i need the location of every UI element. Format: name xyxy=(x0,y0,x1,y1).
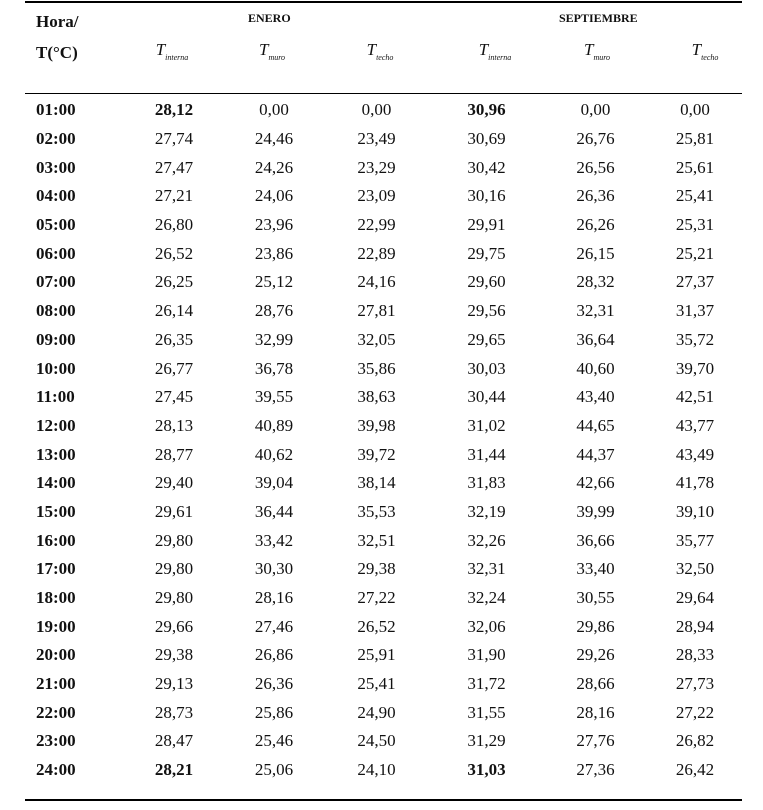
value-cell: 25,86 xyxy=(254,702,294,722)
value-cell: 35,77 xyxy=(675,530,715,550)
value-cell: 36,78 xyxy=(254,358,294,378)
value-cell: 24,50 xyxy=(357,731,396,751)
value-cell: 39,98 xyxy=(357,415,396,435)
value-cell: 27,76 xyxy=(576,731,615,751)
bottom-rule xyxy=(25,799,742,801)
value-cell: 28,13 xyxy=(154,415,194,435)
value-cell: 29,38 xyxy=(154,645,194,665)
value-cell: 26,15 xyxy=(576,243,615,263)
value-cell: 27,22 xyxy=(357,588,396,608)
hora-cell: 02:00 xyxy=(36,129,76,149)
value-cell: 41,78 xyxy=(675,473,715,493)
table-row xyxy=(25,641,742,670)
value-cell: 25,46 xyxy=(254,731,294,751)
table-row xyxy=(25,182,742,211)
col-subscript: interna xyxy=(488,53,512,62)
value-cell: 32,50 xyxy=(675,559,715,579)
group-header-enero: ENERO xyxy=(248,11,291,25)
hora-cell: 15:00 xyxy=(36,501,76,521)
value-cell: 0,00 xyxy=(259,100,289,120)
hora-cell: 12:00 xyxy=(36,415,76,435)
value-cell: 29,40 xyxy=(154,473,194,493)
value-cell: 42,66 xyxy=(576,473,615,493)
value-cell: 28,94 xyxy=(675,616,715,636)
table-row xyxy=(25,727,742,756)
table-row xyxy=(25,268,742,297)
col-symbol: T xyxy=(478,40,489,59)
hora-cell: 06:00 xyxy=(36,243,76,263)
table-row xyxy=(25,670,742,699)
table-row xyxy=(25,125,742,154)
value-cell: 22,99 xyxy=(357,215,396,235)
value-cell: 44,37 xyxy=(576,444,615,464)
table-row xyxy=(25,584,742,613)
value-cell: 44,65 xyxy=(576,415,615,435)
value-cell: 28,73 xyxy=(154,702,194,722)
value-cell: 26,82 xyxy=(675,731,715,751)
value-cell: 40,60 xyxy=(576,358,615,378)
group-header-septiembre: SEPTIEMBRE xyxy=(559,11,638,25)
value-cell: 32,05 xyxy=(357,329,396,349)
value-cell: 30,55 xyxy=(576,588,615,608)
value-cell: 24,06 xyxy=(254,186,294,206)
value-cell: 31,72 xyxy=(467,674,506,694)
value-cell: 28,76 xyxy=(254,301,294,321)
value-cell: 26,42 xyxy=(675,760,715,780)
value-cell: 31,02 xyxy=(467,415,506,435)
value-cell: 39,10 xyxy=(675,501,715,521)
value-cell: 25,12 xyxy=(254,272,294,292)
value-cell: 32,51 xyxy=(357,530,396,550)
hora-cell: 17:00 xyxy=(36,559,76,579)
table-row xyxy=(25,698,742,727)
value-cell: 24,90 xyxy=(357,702,396,722)
hora-header-line1: Hora/ xyxy=(36,12,79,31)
table-row xyxy=(25,555,742,584)
top-rule xyxy=(25,1,742,3)
value-cell: 25,21 xyxy=(675,243,715,263)
value-cell: 36,64 xyxy=(576,329,615,349)
hora-cell: 01:00 xyxy=(36,100,76,120)
value-cell: 27,47 xyxy=(154,157,194,177)
value-cell: 35,72 xyxy=(675,329,715,349)
value-cell: 32,99 xyxy=(254,329,294,349)
table-row xyxy=(25,469,742,498)
value-cell: 28,32 xyxy=(576,272,615,292)
value-cell: 30,16 xyxy=(467,186,506,206)
value-cell: 32,31 xyxy=(467,559,506,579)
value-cell: 29,65 xyxy=(467,329,506,349)
value-cell: 35,53 xyxy=(357,501,396,521)
table-row xyxy=(25,756,742,785)
value-cell: 28,12 xyxy=(154,100,194,120)
value-cell: 25,41 xyxy=(357,674,396,694)
value-cell: 27,36 xyxy=(576,760,615,780)
value-cell: 31,37 xyxy=(675,301,715,321)
table-row xyxy=(25,211,742,240)
value-cell: 25,31 xyxy=(675,215,715,235)
hora-cell: 04:00 xyxy=(36,186,76,206)
table-row xyxy=(25,612,742,641)
table-row xyxy=(25,239,742,268)
value-cell: 28,21 xyxy=(154,760,194,780)
value-cell: 39,55 xyxy=(254,387,294,407)
value-cell: 25,81 xyxy=(675,129,715,149)
value-cell: 29,60 xyxy=(467,272,506,292)
hora-cell: 03:00 xyxy=(36,157,76,177)
value-cell: 23,09 xyxy=(357,186,396,206)
hora-cell: 09:00 xyxy=(36,329,76,349)
value-cell: 26,76 xyxy=(576,129,615,149)
value-cell: 31,29 xyxy=(467,731,506,751)
value-cell: 27,21 xyxy=(154,186,194,206)
col-symbol: T xyxy=(691,40,702,59)
hora-cell: 21:00 xyxy=(36,674,76,694)
hora-cell: 14:00 xyxy=(36,473,76,493)
value-cell: 38,14 xyxy=(357,473,396,493)
col-subscript: techo xyxy=(376,53,394,62)
value-cell: 30,96 xyxy=(467,100,506,120)
value-cell: 26,26 xyxy=(576,215,615,235)
col-subscript: techo xyxy=(701,53,719,62)
value-cell: 35,86 xyxy=(357,358,396,378)
value-cell: 24,16 xyxy=(357,272,396,292)
value-cell: 28,16 xyxy=(576,702,615,722)
value-cell: 30,69 xyxy=(467,129,506,149)
table-row xyxy=(25,153,742,182)
value-cell: 36,66 xyxy=(576,530,615,550)
value-cell: 32,26 xyxy=(467,530,506,550)
col-header-enero-techo xyxy=(330,40,430,60)
value-cell: 27,81 xyxy=(357,301,396,321)
table-row xyxy=(25,326,742,355)
col-header-sept-interna xyxy=(445,40,545,60)
col-header-enero-muro xyxy=(222,40,322,60)
value-cell: 25,61 xyxy=(675,157,715,177)
hora-cell: 16:00 xyxy=(36,530,76,550)
value-cell: 29,13 xyxy=(154,674,194,694)
value-cell: 26,35 xyxy=(154,329,194,349)
value-cell: 40,62 xyxy=(254,444,294,464)
col-header-sept-techo xyxy=(655,40,755,60)
value-cell: 26,77 xyxy=(154,358,194,378)
table-row xyxy=(25,526,742,555)
value-cell: 31,55 xyxy=(467,702,506,722)
value-cell: 25,91 xyxy=(357,645,396,665)
col-header-sept-muro xyxy=(547,40,647,60)
value-cell: 26,52 xyxy=(357,616,396,636)
value-cell: 27,46 xyxy=(254,616,294,636)
value-cell: 25,41 xyxy=(675,186,715,206)
value-cell: 27,45 xyxy=(154,387,194,407)
col-header-enero-interna xyxy=(122,40,222,60)
value-cell: 39,70 xyxy=(675,358,715,378)
value-cell: 24,26 xyxy=(254,157,294,177)
value-cell: 33,42 xyxy=(254,530,294,550)
value-cell: 26,36 xyxy=(576,186,615,206)
value-cell: 32,06 xyxy=(467,616,506,636)
value-cell: 43,49 xyxy=(675,444,715,464)
table-body xyxy=(25,96,742,785)
value-cell: 0,00 xyxy=(361,100,392,120)
value-cell: 26,25 xyxy=(154,272,194,292)
table-row xyxy=(25,96,742,125)
col-symbol: T xyxy=(583,40,594,59)
value-cell: 23,49 xyxy=(357,129,396,149)
value-cell: 32,19 xyxy=(467,501,506,521)
value-cell: 0,00 xyxy=(680,100,710,120)
value-cell: 29,66 xyxy=(154,616,194,636)
value-cell: 32,31 xyxy=(576,301,615,321)
value-cell: 27,37 xyxy=(675,272,715,292)
value-cell: 26,14 xyxy=(154,301,194,321)
value-cell: 29,86 xyxy=(576,616,615,636)
value-cell: 22,89 xyxy=(357,243,396,263)
hora-cell: 19:00 xyxy=(36,616,76,636)
value-cell: 29,91 xyxy=(467,215,506,235)
table-row xyxy=(25,498,742,527)
value-cell: 39,99 xyxy=(576,501,615,521)
value-cell: 29,38 xyxy=(357,559,396,579)
value-cell: 42,51 xyxy=(675,387,715,407)
hora-cell: 22:00 xyxy=(36,702,76,722)
value-cell: 26,36 xyxy=(254,674,294,694)
col-symbol: T xyxy=(155,40,166,59)
hora-cell: 13:00 xyxy=(36,444,76,464)
value-cell: 31,03 xyxy=(467,760,506,780)
value-cell: 26,86 xyxy=(254,645,294,665)
hora-cell: 23:00 xyxy=(36,731,76,751)
value-cell: 23,29 xyxy=(357,157,396,177)
value-cell: 26,80 xyxy=(154,215,194,235)
hora-cell: 08:00 xyxy=(36,301,76,321)
value-cell: 32,24 xyxy=(467,588,506,608)
header-rule xyxy=(25,93,742,94)
value-cell: 24,46 xyxy=(254,129,294,149)
col-subscript: muro xyxy=(268,53,286,62)
col-symbol: T xyxy=(258,40,269,59)
col-subscript: muro xyxy=(593,53,611,62)
value-cell: 27,74 xyxy=(154,129,194,149)
value-cell: 27,22 xyxy=(675,702,715,722)
value-cell: 28,47 xyxy=(154,731,194,751)
value-cell: 25,06 xyxy=(254,760,294,780)
value-cell: 30,42 xyxy=(467,157,506,177)
value-cell: 38,63 xyxy=(357,387,396,407)
value-cell: 28,33 xyxy=(675,645,715,665)
value-cell: 31,44 xyxy=(467,444,506,464)
value-cell: 28,16 xyxy=(254,588,294,608)
value-cell: 29,80 xyxy=(154,588,194,608)
table-row xyxy=(25,383,742,412)
table-row xyxy=(25,354,742,383)
col-symbol: T xyxy=(366,40,377,59)
value-cell: 28,77 xyxy=(154,444,194,464)
value-cell: 29,64 xyxy=(675,588,715,608)
value-cell: 29,80 xyxy=(154,530,194,550)
value-cell: 39,04 xyxy=(254,473,294,493)
value-cell: 0,00 xyxy=(580,100,611,120)
value-cell: 43,77 xyxy=(675,415,715,435)
value-cell: 27,73 xyxy=(675,674,715,694)
value-cell: 29,56 xyxy=(467,301,506,321)
value-cell: 33,40 xyxy=(576,559,615,579)
value-cell: 31,83 xyxy=(467,473,506,493)
hora-header-line2: T(°C) xyxy=(36,43,78,62)
value-cell: 36,44 xyxy=(254,501,294,521)
value-cell: 28,66 xyxy=(576,674,615,694)
table-row xyxy=(25,440,742,469)
value-cell: 31,90 xyxy=(467,645,506,665)
value-cell: 23,96 xyxy=(254,215,294,235)
hora-cell: 20:00 xyxy=(36,645,76,665)
table-row xyxy=(25,412,742,441)
value-cell: 26,56 xyxy=(576,157,615,177)
hora-cell: 18:00 xyxy=(36,588,76,608)
hora-cell: 07:00 xyxy=(36,272,76,292)
hora-cell: 24:00 xyxy=(36,760,76,780)
value-cell: 29,61 xyxy=(154,501,194,521)
value-cell: 29,80 xyxy=(154,559,194,579)
hora-cell: 11:00 xyxy=(36,387,75,407)
value-cell: 26,52 xyxy=(154,243,194,263)
value-cell: 30,30 xyxy=(254,559,294,579)
temperature-table xyxy=(25,96,742,785)
value-cell: 30,03 xyxy=(467,358,506,378)
value-cell: 30,44 xyxy=(467,387,506,407)
value-cell: 39,72 xyxy=(357,444,396,464)
value-cell: 23,86 xyxy=(254,243,294,263)
table-row xyxy=(25,297,742,326)
value-cell: 29,75 xyxy=(467,243,506,263)
hora-cell: 10:00 xyxy=(36,358,76,378)
value-cell: 29,26 xyxy=(576,645,615,665)
hora-cell: 05:00 xyxy=(36,215,76,235)
value-cell: 24,10 xyxy=(357,760,396,780)
value-cell: 40,89 xyxy=(254,415,294,435)
col-subscript: interna xyxy=(165,53,189,62)
value-cell: 43,40 xyxy=(576,387,615,407)
